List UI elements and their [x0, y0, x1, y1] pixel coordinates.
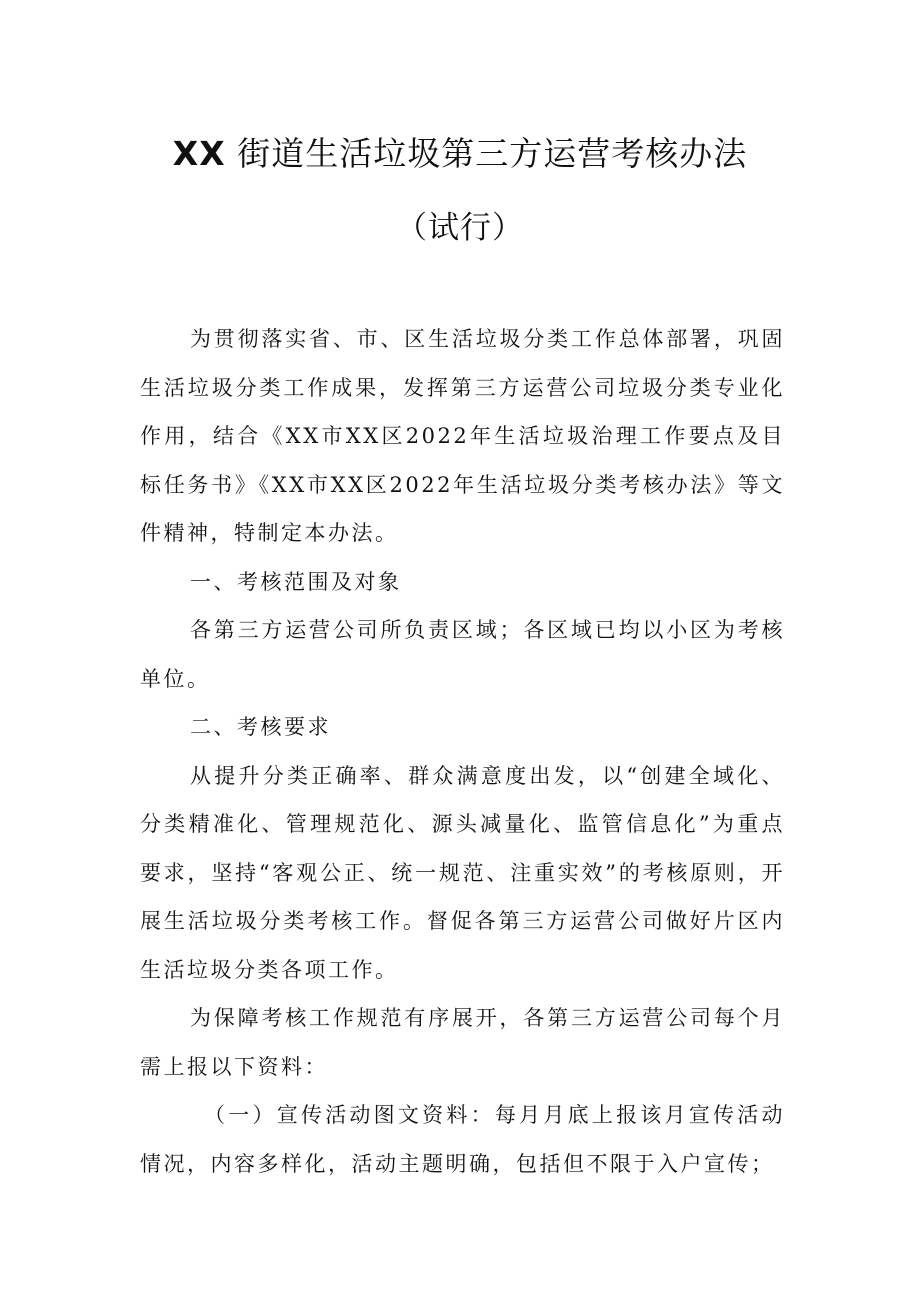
- scope-paragraph: 各第三方运营公司所负责区域；各区域已均以小区为考核单位。: [140, 618, 785, 691]
- intro-paragraph: 为贯彻落实省、市、区生活垃圾分类工作总体部署，巩固生活垃圾分类工作成果，发挥第三方运营公司垃圾分类专业化作用，结合《XX市XX区2022年生活垃圾治理工作要点及目标任务书》《XX市XX区2022年生活垃圾分类考核办法》等文件精神，特制定本办法。: [140, 327, 785, 545]
- section-heading-scope: 一、考核范围及对象: [190, 569, 402, 594]
- title-text: 街道生活垃圾第三方运营考核办法: [237, 134, 748, 173]
- list-item-publicity-materials: （一）宣传活动图文资料：每月月底上报该月宣传活动情况，内容多样化，活动主题明确，包括但不限于入户宣传；: [140, 1103, 785, 1176]
- document-body: [140, 315, 785, 1188]
- section-heading-requirements: 二、考核要求: [190, 715, 331, 739]
- document-title: [0, 134, 920, 174]
- reporting-paragraph: 为保障考核工作规范有序展开，各第三方运营公司每个月需上报以下资料：: [140, 1006, 785, 1079]
- requirements-paragraph: 从提升分类正确率、群众满意度出发，以“创建全域化、分类精准化、管理规范化、源头减量化、监管信息化”为重点要求，坚持“客观公正、统一规范、注重实效”的考核原则，开展生活垃圾分类考核工作。督促各第三方运营公司做好片区内生活垃圾分类各项工作。: [140, 763, 785, 982]
- document-subtitle: （试行）: [396, 210, 524, 246]
- title-prefix: XX: [172, 134, 226, 173]
